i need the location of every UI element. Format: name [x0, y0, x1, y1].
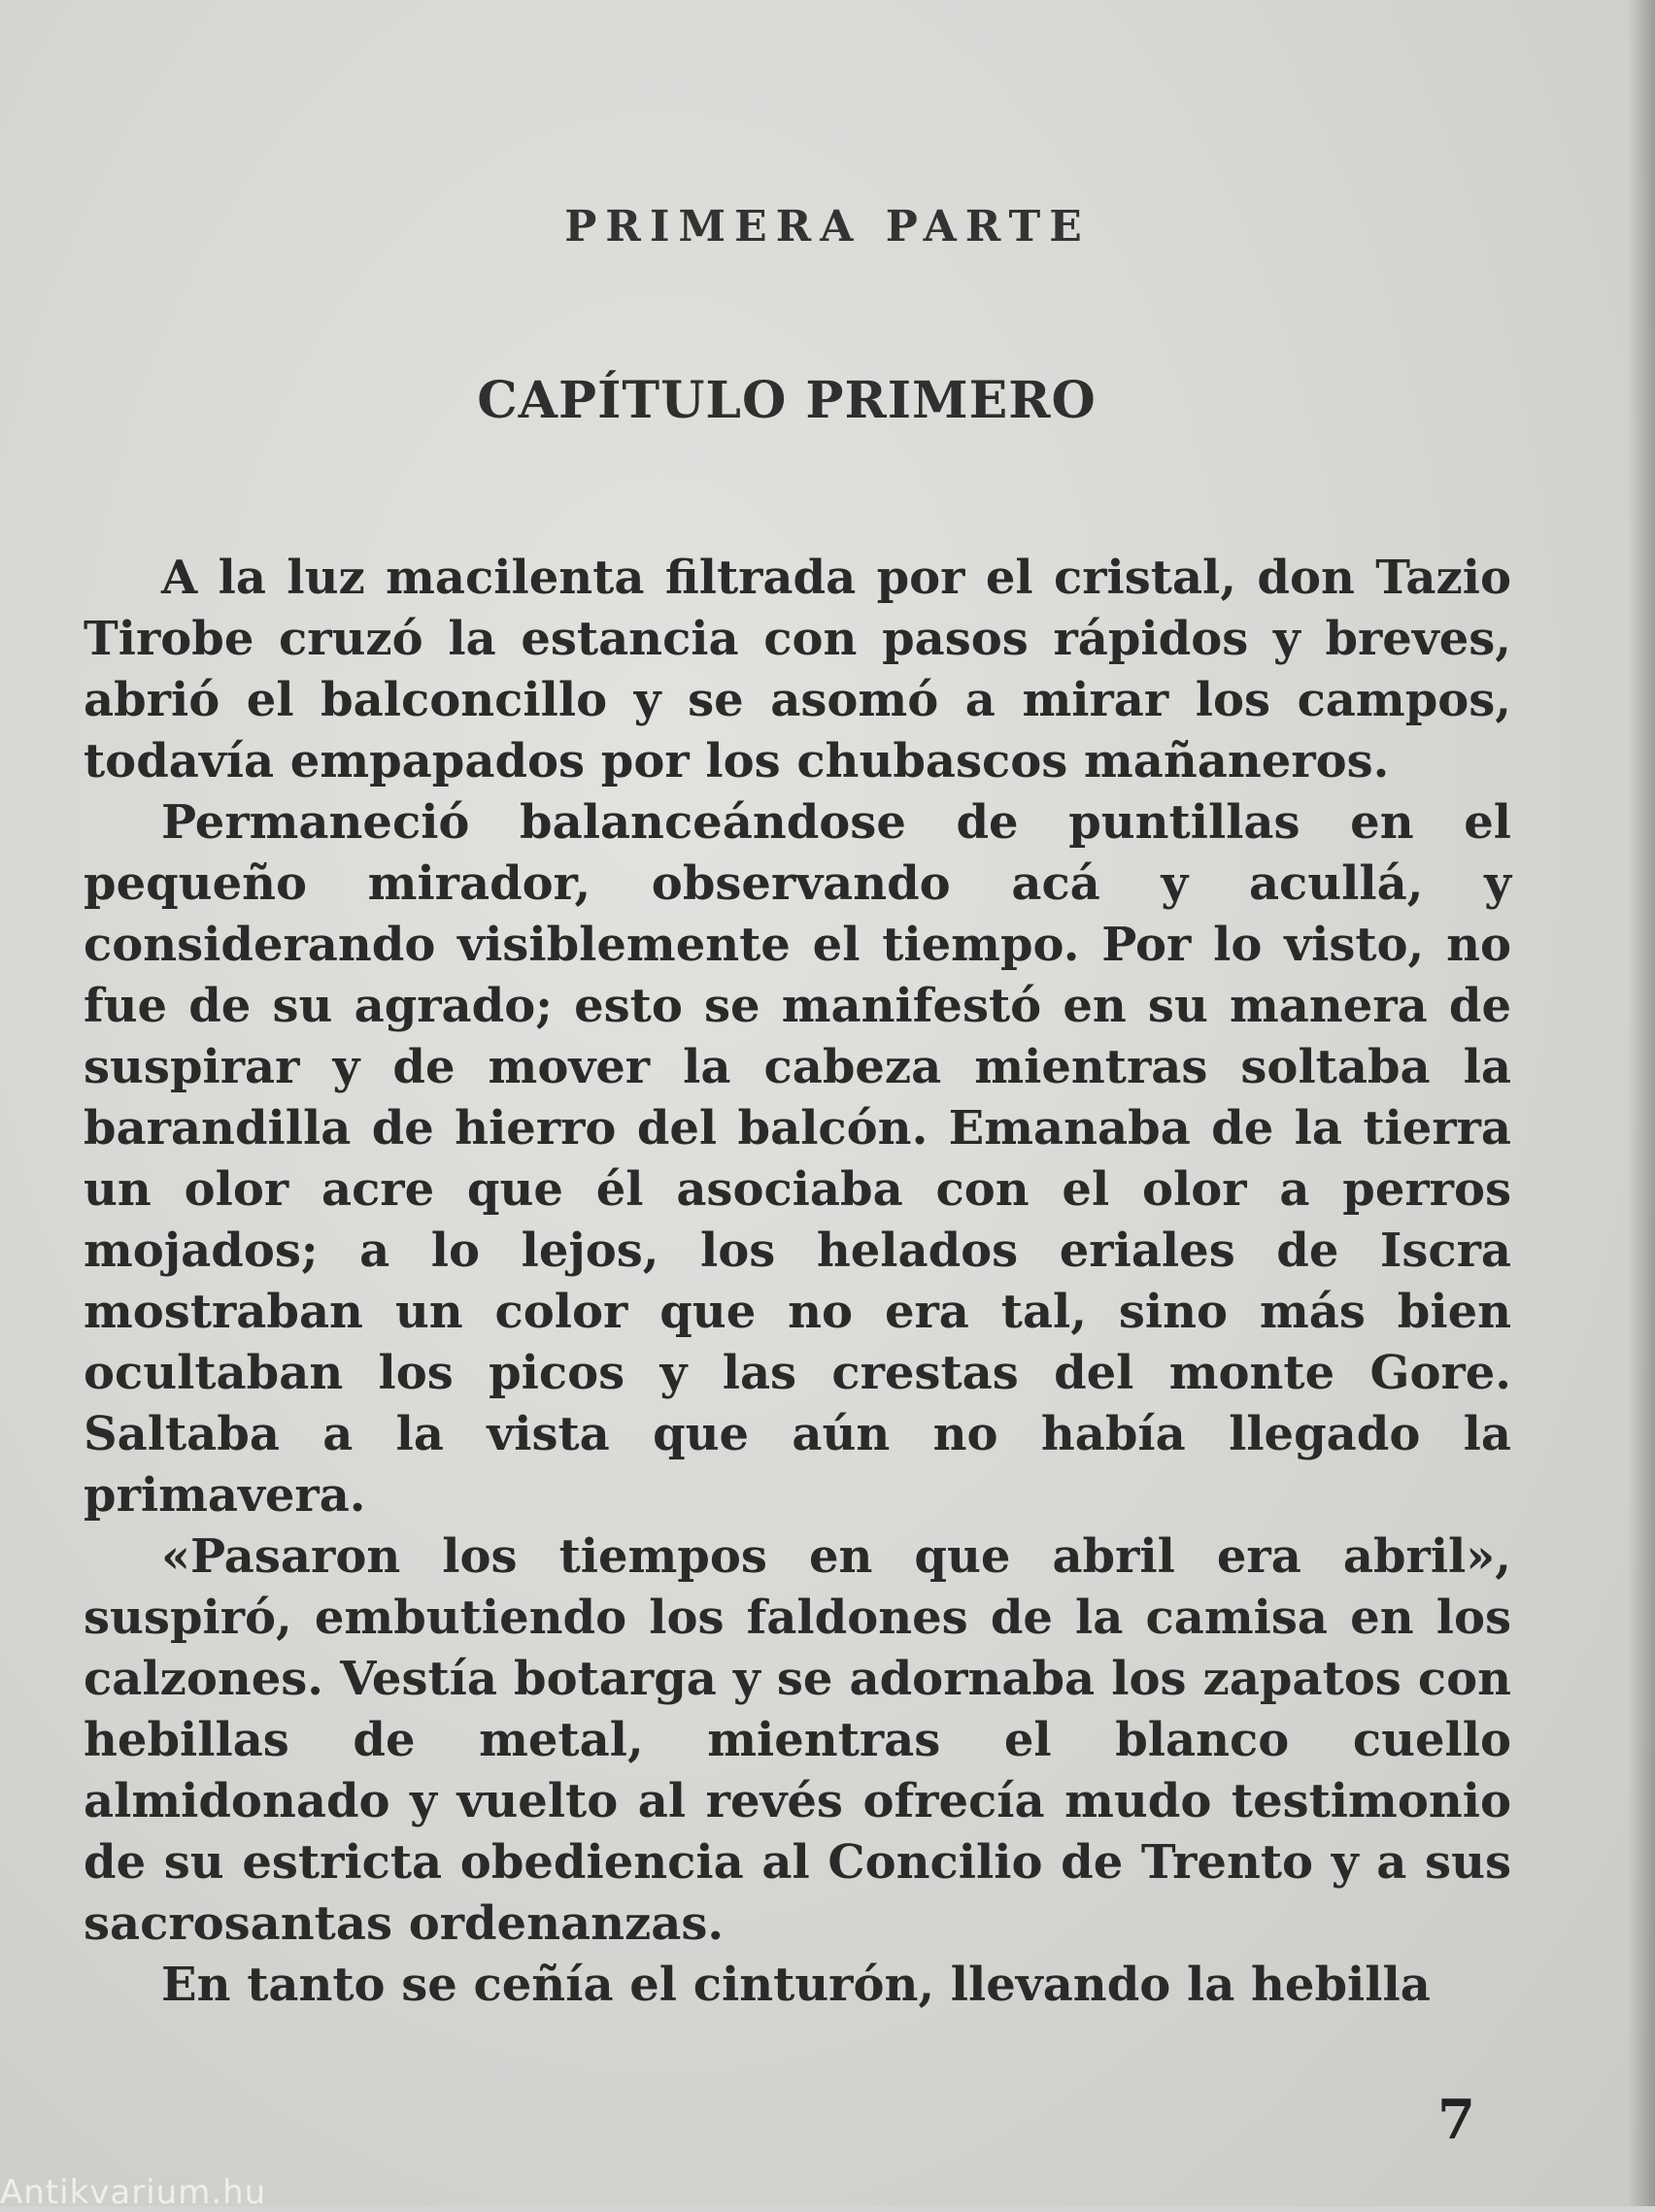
paragraph-1: A la luz macilenta filtrada por el cristal, don Tazio Tirobe cruzó la estancia con pasos rápidos y breves, abrió el balconcillo y se asomó a mirar los campos, todavía empapados por los chubascos mañaneros.	[84, 551, 1511, 788]
page-number: 7	[1437, 2088, 1475, 2152]
paragraph-3: «Pasaron los tiempos en que abril era abril», suspiró, embutiendo los faldones de la camisa en los calzones. Vestía botarga y se adornaba los zapatos con hebillas de metal, mientras el blanco cuello almidonado y vuelto al revés ofrecía mudo testimonio de su estricta obediencia al Concilio de Trento y a sus sacrosantas ordenanzas.	[84, 1529, 1511, 1951]
part-title: PRIMERA PARTE	[564, 202, 1091, 251]
page-edge-shadow	[1628, 0, 1655, 2206]
watermark: Antikvarium.hu	[0, 2173, 267, 2212]
chapter-body	[84, 548, 1511, 2016]
chapter-title: CAPÍTULO PRIMERO	[477, 371, 1097, 430]
paragraph-2: Permaneció balanceándose de puntillas en el pequeño mirador, observando acá y acullá, y considerando visiblemente el tiempo. Por lo visto, no fue de su agrado; esto se manifestó en su manera de suspirar y de mover la cabeza mientras soltaba la barandilla de hierro del balcón. Emanaba de la tierra un olor acre que él asociaba con el olor a perros mojados; a lo lejos, los helados eriales de Iscra mostraban un color que no era tal, sino más bien ocultaban los picos y las crestas del monte Gore. Saltaba a la vista que aún no había llegado la primavera.	[84, 795, 1511, 1523]
paragraph-4: En tanto se ceñía el cinturón, llevando la hebilla	[161, 1958, 1431, 2012]
